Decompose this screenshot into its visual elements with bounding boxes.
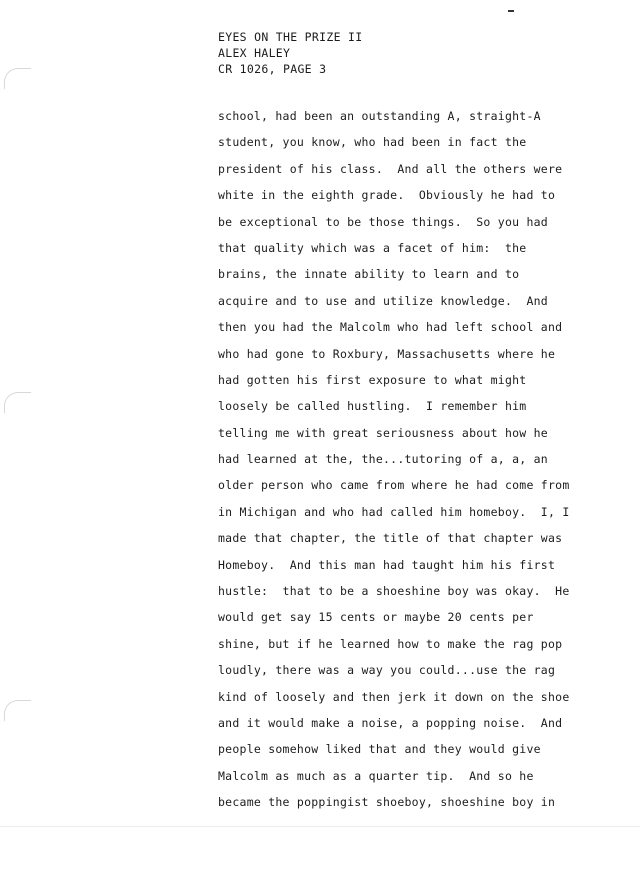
transcript-line: people somehow liked that and they would give [218, 742, 541, 757]
header-interviewee: ALEX HALEY [218, 46, 291, 60]
header-page-ref: CR 1026, PAGE 3 [218, 62, 327, 76]
transcript-line: and it would make a noise, a popping noise. And [218, 715, 563, 730]
punch-hole-mark [4, 68, 31, 89]
transcript-line: brains, the innate ability to learn and to [218, 267, 520, 282]
transcript-line: in Michigan and who had called him homeboy. I, I [218, 504, 570, 519]
transcript-line: be exceptional to be those things. So you had [218, 214, 548, 229]
transcript-line: became the poppingist shoeboy, shoeshine boy in [218, 795, 556, 810]
transcript-line: kind of loosely and then jerk it down on the shoe [218, 689, 570, 704]
transcript-line: loudly, there was a way you could...use the rag [218, 663, 556, 678]
transcript-line: telling me with great seriousness about how he [218, 425, 548, 440]
transcript-line: that quality which was a facet of him: the [218, 240, 527, 255]
transcript-line: Homeboy. And this man had taught him his first [218, 557, 556, 572]
document-header [218, 29, 362, 77]
scan-edge [0, 826, 640, 827]
transcript-line: shine, but if he learned how to make the rag pop [218, 636, 563, 651]
transcript-line: had gotten his first exposure to what might [218, 372, 527, 387]
transcript-line: white in the eighth grade. Obviously he had to [218, 188, 556, 203]
transcript-line: loosely be called hustling. I remember him [218, 399, 527, 414]
header-program-title: EYES ON THE PRIZE II [218, 30, 363, 44]
transcript-body [218, 107, 598, 820]
transcript-line: student, you know, who had been in fact the [218, 135, 527, 150]
transcript-line: then you had the Malcolm who had left school and [218, 320, 563, 335]
transcript-line: who had gone to Roxbury, Massachusetts where he [218, 346, 556, 361]
transcript-line: older person who came from where he had come from [218, 478, 570, 493]
punch-hole-mark [4, 700, 31, 721]
transcript-line: acquire and to use and utilize knowledge. And [218, 293, 548, 308]
transcript-line: had learned at the, the...tutoring of a, a, an [218, 452, 548, 467]
transcript-line: would get say 15 cents or maybe 20 cents per [218, 610, 534, 625]
scan-mark [508, 10, 514, 12]
transcript-line: school, had been an outstanding A, straight-A [218, 109, 541, 123]
punch-hole-mark [4, 392, 31, 413]
transcript-line: made that chapter, the title of that chapter was [218, 531, 563, 546]
transcript-line: hustle: that to be a shoeshine boy was okay. He [218, 584, 570, 599]
transcript-line: Malcolm as much as a quarter tip. And so he [218, 768, 534, 783]
transcript-line: president of his class. And all the others were [218, 161, 563, 176]
